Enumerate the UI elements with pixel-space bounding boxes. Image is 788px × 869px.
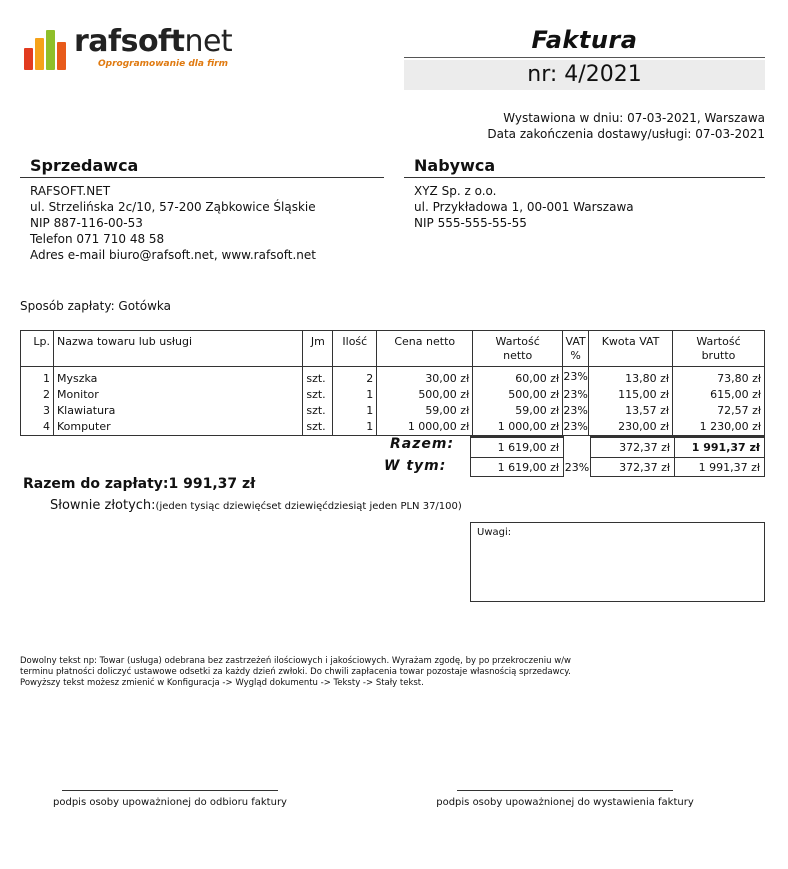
signature-issuer xyxy=(430,790,700,808)
cell-vat-amount: 13,57 zł xyxy=(589,403,673,419)
table-row xyxy=(21,403,765,419)
seller-title: Sprzedawca xyxy=(20,156,384,178)
words-label: Słownie złotych: xyxy=(50,498,156,513)
buyer-line: ul. Przykładowa 1, 00-001 Warszawa xyxy=(414,200,634,214)
cell-unit: szt. xyxy=(303,403,333,419)
total-vat-box xyxy=(590,436,675,458)
words-value: (jeden tysiąc dziewięćset dziewięćdziesiąt jeden PLN 37/100) xyxy=(155,501,462,512)
cell-gross: 1 230,00 zł xyxy=(673,419,765,436)
notes-label: Uwagi: xyxy=(477,527,512,538)
incl-gross-box xyxy=(674,457,765,477)
cell-gross: 615,00 zł xyxy=(673,387,765,403)
seller-line: ul. Strzelińska 2c/10, 57-200 Ząbkowice Śląskie xyxy=(30,200,316,214)
total-gross-box xyxy=(674,436,765,458)
cell-lp: 4 xyxy=(21,419,54,436)
logo-bar xyxy=(24,48,33,70)
cell-name: Myszka xyxy=(53,367,302,388)
seller-line: Adres e-mail biuro@rafsoft.net, www.rafsoft.net xyxy=(30,248,316,262)
incl-rate: 23% xyxy=(564,461,590,474)
buyer-section xyxy=(404,156,765,231)
col-vat: VAT % xyxy=(563,331,589,367)
cell-net-price: 59,00 zł xyxy=(377,403,473,419)
buyer-line: XYZ Sp. z o.o. xyxy=(414,184,497,198)
seller-line: NIP 887-116-00-53 xyxy=(30,216,143,230)
seller-section xyxy=(20,156,384,263)
cell-name: Monitor xyxy=(53,387,302,403)
document-dates xyxy=(487,110,765,142)
company-logo xyxy=(24,26,264,76)
cell-unit: szt. xyxy=(303,367,333,388)
footer-text xyxy=(20,656,620,689)
cell-vat-amount: 230,00 zł xyxy=(589,419,673,436)
col-lp: Lp. xyxy=(21,331,54,367)
logo-bar xyxy=(35,38,44,70)
footer-line: terminu płatności doliczyć ustawowe odsetki za każdy dzień zwłoki. Do chwili zapłacenia towar pozostaje własnością sprzedawcy. xyxy=(20,667,571,677)
document-number: nr: 4/2021 xyxy=(404,60,765,90)
cell-lp: 2 xyxy=(21,387,54,403)
cell-gross: 73,80 zł xyxy=(673,367,765,388)
buyer-line: NIP 555-555-55-55 xyxy=(414,216,527,230)
issue-date: Wystawiona w dniu: 07-03-2021, Warszawa xyxy=(503,111,765,125)
incl-gross: 1 991,37 zł xyxy=(698,461,760,474)
signature-receiver-label: podpis osoby upoważnionej do odbioru faktury xyxy=(53,797,287,808)
total-gross: 1 991,37 zł xyxy=(691,441,760,454)
incl-net-box xyxy=(470,457,564,477)
cell-net-price: 500,00 zł xyxy=(377,387,473,403)
incl-net: 1 619,00 zł xyxy=(497,461,559,474)
cell-lp: 3 xyxy=(21,403,54,419)
logo-bar xyxy=(57,42,66,70)
amount-in-words xyxy=(50,498,462,513)
logo-bars-icon xyxy=(24,30,68,70)
table-row xyxy=(21,387,765,403)
cell-vat-amount: 115,00 zł xyxy=(589,387,673,403)
table-row xyxy=(21,419,765,436)
cell-qty: 1 xyxy=(333,403,377,419)
incl-vat-box xyxy=(590,457,675,477)
delivery-date: Data zakończenia dostawy/usługi: 07-03-2021 xyxy=(487,127,765,141)
incl-label: W tym: xyxy=(384,458,447,474)
items-table xyxy=(20,330,765,436)
cell-vat: 23% xyxy=(563,419,589,436)
cell-name: Komputer xyxy=(53,419,302,436)
signature-receiver xyxy=(50,790,290,808)
cell-qty: 2 xyxy=(333,367,377,388)
cell-net-price: 30,00 zł xyxy=(377,367,473,388)
table-row xyxy=(21,367,765,388)
col-net-price: Cena netto xyxy=(377,331,473,367)
cell-vat-amount: 13,80 zł xyxy=(589,367,673,388)
cell-unit: szt. xyxy=(303,419,333,436)
buyer-title: Nabywca xyxy=(404,156,765,178)
seller-line: Telefon 071 710 48 58 xyxy=(30,232,165,246)
cell-gross: 72,57 zł xyxy=(673,403,765,419)
cell-unit: szt. xyxy=(303,387,333,403)
amount-due: Razem do zapłaty:1 991,37 zł xyxy=(23,476,256,492)
col-unit: Jm xyxy=(303,331,333,367)
document-type: Faktura xyxy=(404,26,765,58)
total-net: 1 619,00 zł xyxy=(497,441,559,454)
cell-qty: 1 xyxy=(333,419,377,436)
col-vat-amount: Kwota VAT xyxy=(589,331,673,367)
incl-vat: 372,37 zł xyxy=(619,461,670,474)
col-name: Nazwa towaru lub usługi xyxy=(53,331,302,367)
logo-tagline: Oprogramowanie dla firm xyxy=(98,59,228,69)
cell-lp: 1 xyxy=(21,367,54,388)
cell-net-value: 60,00 zł xyxy=(473,367,563,388)
cell-vat: 23% xyxy=(563,367,589,388)
cell-name: Klawiatura xyxy=(53,403,302,419)
logo-wordmark: rafsoftnet xyxy=(74,24,233,59)
footer-line: Dowolny tekst np: Towar (usługa) odebrana bez zastrzeżeń ilościowych i jakościowych. Wyrażam zgodę, by po przekroczeniu w/w xyxy=(20,656,571,666)
cell-vat: 23% xyxy=(563,404,588,417)
cell-net-value: 59,00 zł xyxy=(473,403,563,419)
total-vat: 372,37 zł xyxy=(619,441,670,454)
col-gross: Wartość brutto xyxy=(673,331,765,367)
seller-line: RAFSOFT.NET xyxy=(30,184,111,198)
total-net-box xyxy=(470,436,564,458)
logo-bar xyxy=(46,30,55,70)
col-qty: Ilość xyxy=(333,331,377,367)
cell-net-value: 500,00 zł xyxy=(473,387,563,403)
payment-method: Sposób zapłaty: Gotówka xyxy=(20,299,172,313)
footer-line: Powyższy tekst możesz zmienić w Konfiguracja -> Wygląd dokumentu -> Teksty -> Stały tekst. xyxy=(20,678,424,688)
cell-vat: 23% xyxy=(563,388,588,401)
cell-net-price: 1 000,00 zł xyxy=(377,419,473,436)
col-net-value: Wartość netto xyxy=(473,331,563,367)
cell-qty: 1 xyxy=(333,387,377,403)
signature-issuer-label: podpis osoby upoważnionej do wystawienia faktury xyxy=(436,797,694,808)
cell-net-value: 1 000,00 zł xyxy=(473,419,563,436)
total-label: Razem: xyxy=(390,436,455,452)
notes-box xyxy=(470,522,765,602)
